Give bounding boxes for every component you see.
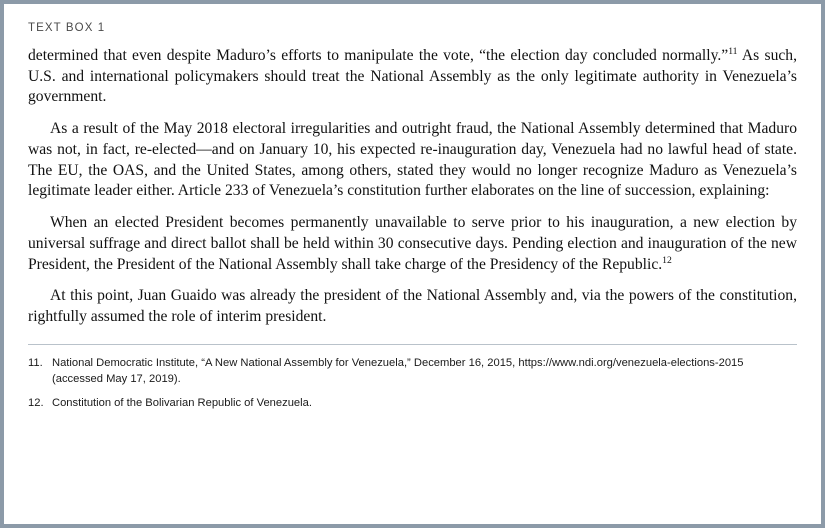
paragraph-4	[28, 286, 797, 327]
paragraph-4-text: At this point, Juan Guaido was already the president of the National Assembly and, via the powers of the constitution, rightfully assumed the role of interim president.	[28, 287, 797, 326]
footnotes-list	[28, 355, 797, 412]
footnote-item	[28, 395, 797, 411]
footnote-number: 11.	[28, 356, 43, 369]
footnote-item	[28, 355, 797, 387]
paragraph-1-text-after: As such, U.S. and international policymakers should treat the National Assembly as the only legitimate authority in Venezuela’s government.	[28, 47, 797, 106]
page-border-top	[0, 0, 825, 4]
footnote-ref-11: 11	[728, 45, 738, 57]
content-area	[28, 22, 797, 514]
paragraph-2	[28, 119, 797, 202]
footnote-text: National Democratic Institute, “A New National Assembly for Venezuela,” December 16, 2015, https://www.ndi.org/venezuela-elections-2015 (accessed May 17, 2019).	[52, 356, 744, 386]
paragraph-3-blockquote	[28, 213, 797, 275]
paragraph-3-text: When an elected President becomes permanently unavailable to serve prior to his inauguration, a new election by universal suffrage and direct ballot shall be held within 30 consecutive days. Pending election and inauguration of the new President, the President of the National Assembly shall take charge of the Presidency of the Republic.	[28, 214, 797, 273]
paragraph-1	[28, 46, 797, 108]
footnote-text: Constitution of the Bolivarian Republic of Venezuela.	[52, 397, 312, 410]
text-box-label: TEXT BOX 1	[28, 22, 106, 34]
footnote-number: 12.	[28, 397, 44, 410]
page-border-bottom	[0, 524, 825, 528]
paragraph-2-text: As a result of the May 2018 electoral irregularities and outright fraud, the National Assembly determined that Maduro was not, in fact, re-elected—and on January 10, his expected re-inauguration day, Venezuela had no lawful head of state. The EU, the OAS, and the United States, among others, stated they would no longer recognize Maduro as Venezuela’s legitimate leader either. Article 233 of Venezuela’s constitution further elaborates on the line of succession, explaining:	[28, 120, 797, 200]
notes-divider	[28, 344, 797, 345]
footnote-ref-12: 12	[662, 254, 672, 266]
paragraph-1-text-before: determined that even despite Maduro’s efforts to manipulate the vote, “the election day concluded normally.”	[28, 47, 729, 64]
body-text	[28, 46, 797, 328]
page-border-right	[821, 0, 825, 528]
page-border-left	[0, 0, 4, 528]
